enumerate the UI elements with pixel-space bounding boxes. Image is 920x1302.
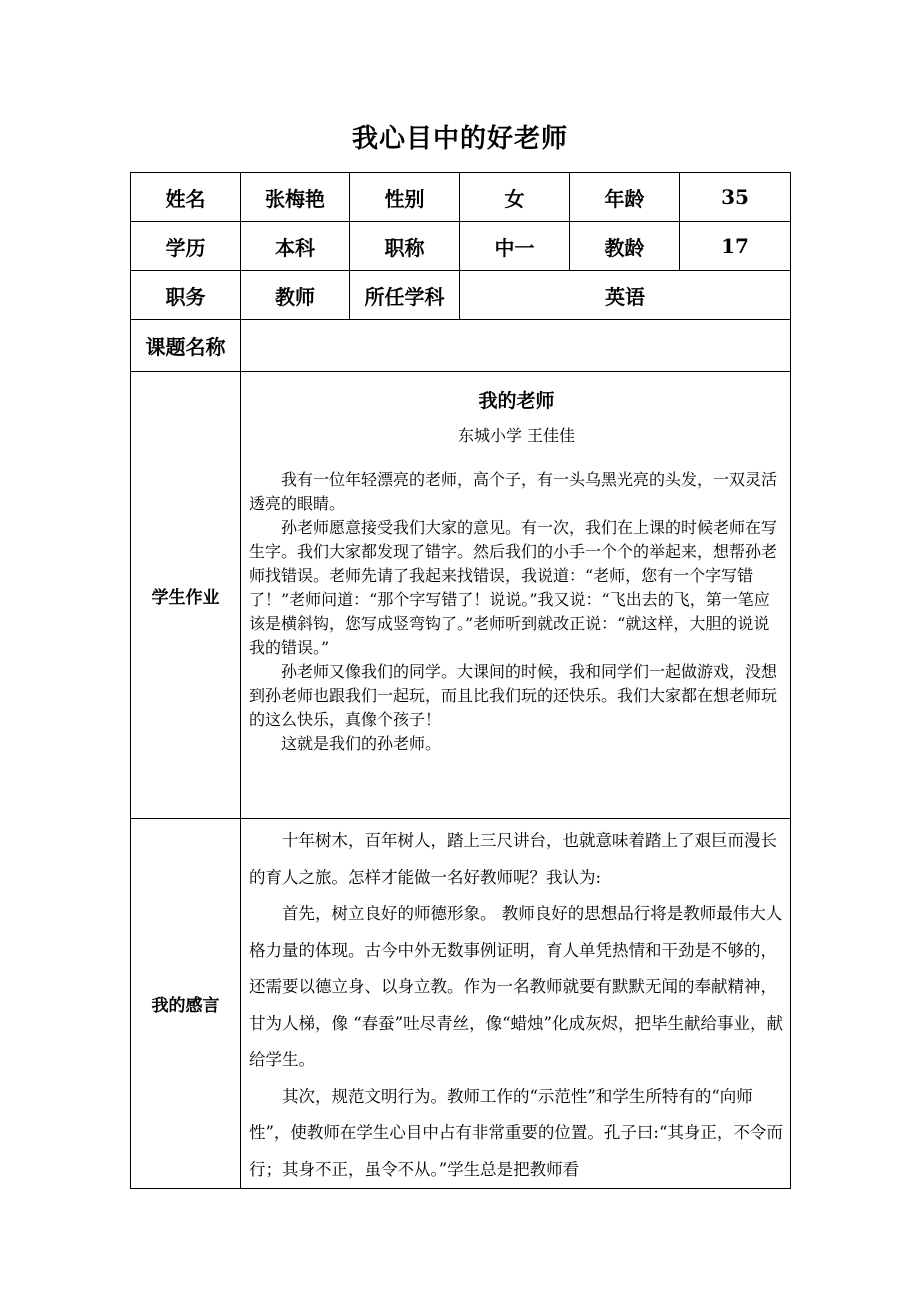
- topic-value: [241, 320, 791, 372]
- essay-paragraph: 孙老师又像我们的同学。大课间的时候，我和同学们一起做游戏，没想到孙老师也跟我们一起玩，而且比我们玩的还快乐。我们大家都在想老师玩的这么快乐，真像个孩子！: [249, 662, 778, 729]
- page-title: 我心目中的好老师: [351, 124, 568, 154]
- table-row: [131, 222, 791, 271]
- table-row: [131, 320, 791, 372]
- essay-paragraph: 孙老师愿意接受我们大家的意见。有一次，我们在上课的时候老师在写生字。我们大家都发现了错字。然后我们的小手一个个的举起来，想帮孙老师找错误。老师先请了我起来找错误，我说道：“老师，您有一个字写错了！”老师问道：“那个字写错了！说说。”我又说：“飞出去的飞，第一笔应该是横斜钩，您写成竖弯钩了。”老师听到就改正说：“就这样，大胆的说说我的错误。”: [249, 518, 778, 657]
- teaching-years-value: 17: [680, 222, 791, 271]
- essay-paragraph: 我有一位年轻漂亮的老师，高个子，有一头乌黑光亮的头发，一双灵活透亮的眼睛。: [249, 470, 778, 513]
- table-row: [131, 819, 791, 1189]
- gender-value: 女: [460, 173, 570, 222]
- teacher-info-table: [130, 172, 791, 1189]
- gender-label: 性别: [350, 173, 460, 222]
- education-value: 本科: [241, 222, 350, 271]
- homework-essay: [241, 372, 791, 819]
- rank-label: 职称: [350, 222, 460, 271]
- essay-paragraph: 这就是我们的孙老师。: [281, 734, 442, 753]
- age-value: 35: [680, 173, 791, 222]
- name-value: 张梅艳: [241, 173, 350, 222]
- age-label: 年龄: [570, 173, 680, 222]
- homework-label: 学生作业: [131, 372, 241, 819]
- rank-value: 中一: [460, 222, 570, 271]
- reflection-label: 我的感言: [131, 819, 241, 1189]
- reflection-paragraph: 其次，规范文明行为。教师工作的“示范性”和学生所特有的“向师性”，使教师在学生心目中占有非常重要的位置。孔子曰:“其身正，不令而行；其身不正，虽令不从。”学生总是把教师看: [249, 1086, 783, 1179]
- essay-author: 东城小学 王佳佳: [457, 426, 576, 445]
- education-label: 学历: [131, 222, 241, 271]
- reflection-text: [241, 819, 791, 1189]
- teaching-years-label: 教龄: [570, 222, 680, 271]
- topic-label: 课题名称: [131, 320, 241, 372]
- subject-value: 英语: [460, 271, 791, 320]
- table-row: [131, 372, 791, 819]
- reflection-paragraph: 十年树木，百年树人，踏上三尺讲台，也就意味着踏上了艰巨而漫长的育人之旅。怎样才能做一名好教师呢？我认为:: [249, 831, 777, 887]
- essay-title: 我的老师: [478, 390, 555, 412]
- position-label: 职务: [131, 271, 241, 320]
- name-label: 姓名: [131, 173, 241, 222]
- table-row: [131, 173, 791, 222]
- reflection-paragraph: 首先，树立良好的师德形象。 教师良好的思想品行将是教师最伟大人格力量的体现。古今中外无数事例证明，育人单凭热情和干劲是不够的，还需要以德立身、以身立教。作为一名教师就要有默默无闻的奉献精神，甘为人梯，像 “春蚕”吐尽青丝，像“蜡烛”化成灰烬，把毕生献给事业，献给学生。: [249, 904, 783, 1069]
- subject-label: 所任学科: [350, 271, 460, 320]
- position-value: 教师: [241, 271, 350, 320]
- table-row: [131, 271, 791, 320]
